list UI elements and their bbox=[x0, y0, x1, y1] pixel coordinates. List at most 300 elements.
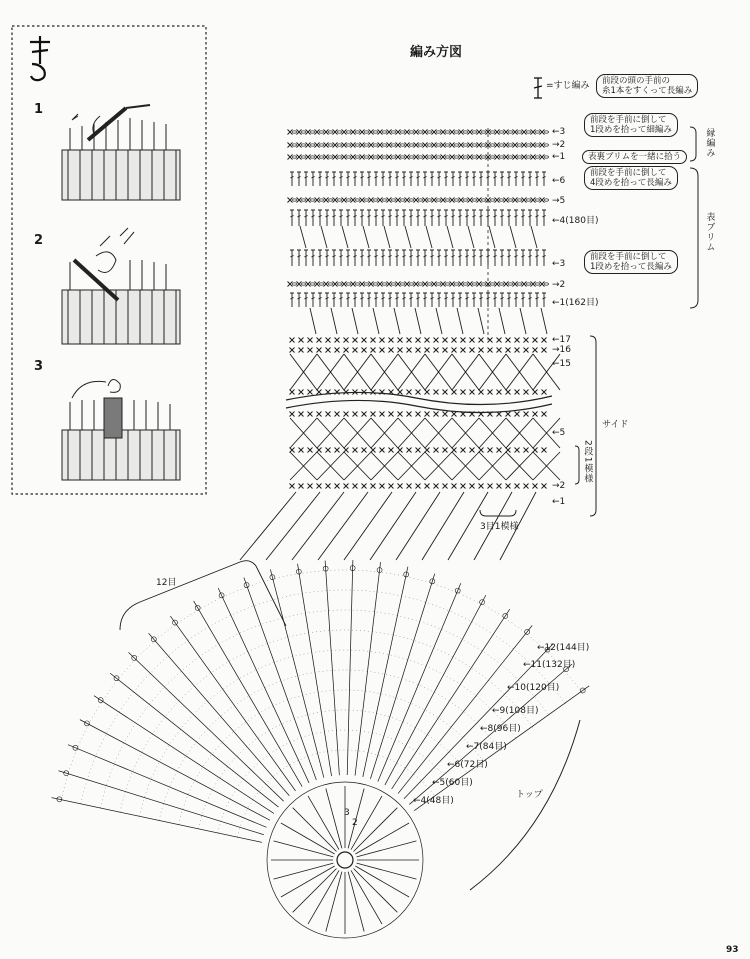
brim-row-2-stitch bbox=[369, 282, 374, 287]
brim-row-1-stitch bbox=[297, 293, 301, 307]
brim-row-4-stitch bbox=[528, 210, 532, 226]
round-stitch bbox=[353, 808, 397, 852]
fan-stitch bbox=[68, 745, 266, 828]
border-bracket bbox=[690, 127, 696, 161]
side-x-stitch bbox=[371, 412, 376, 417]
brim-row-6-stitch bbox=[542, 172, 546, 186]
border-row-2-stitch-chain bbox=[419, 144, 423, 146]
side-x-stitch bbox=[398, 412, 403, 417]
border-row-3-stitch-chain bbox=[311, 131, 315, 133]
border-row-1-stitch-chain bbox=[410, 156, 414, 158]
border-row-3-stitch-chain bbox=[329, 131, 333, 133]
brim-transition-line bbox=[489, 226, 495, 248]
brim-row-1-stitch bbox=[430, 293, 434, 307]
brim-row-4-stitch bbox=[500, 210, 504, 226]
side-x-stitch bbox=[416, 338, 421, 343]
brim-row-6-label: ←6 bbox=[552, 176, 566, 186]
border-row-1-stitch-chain bbox=[527, 156, 531, 158]
brim-row-2-stitch-chain bbox=[311, 283, 315, 285]
border-row-1-stitch bbox=[423, 155, 428, 160]
side-x-stitch bbox=[452, 448, 457, 453]
step-number-1: 1 bbox=[34, 102, 44, 117]
brim-transition-line bbox=[342, 226, 348, 248]
border-row-2-label: →2 bbox=[552, 140, 566, 150]
brim-row-3-stitch bbox=[388, 250, 392, 266]
side-x-stitch bbox=[326, 338, 331, 343]
legend-symbol-name: =すじ編み bbox=[546, 81, 590, 91]
brim-row-4-stitch bbox=[325, 210, 329, 226]
side-x-stitch bbox=[542, 338, 547, 343]
step-2-illustration bbox=[62, 228, 180, 344]
border-row-3-stitch-chain bbox=[347, 131, 351, 133]
side-x-stitch bbox=[371, 338, 376, 343]
border-row-1-stitch-chain bbox=[401, 156, 405, 158]
side-x-stitch bbox=[344, 484, 349, 489]
brim-row-2-stitch bbox=[495, 282, 500, 287]
brim-row-6-stitch bbox=[325, 172, 329, 186]
brim-row-5-stitch-chain bbox=[356, 199, 360, 201]
fan-stitch bbox=[59, 771, 264, 835]
brim-row-2-stitch-chain bbox=[329, 283, 333, 285]
border-row-3-stitch-chain bbox=[482, 131, 486, 133]
border-row-2-stitch-chain bbox=[293, 144, 297, 146]
brim-row-2-stitch bbox=[477, 282, 482, 287]
brim-row-4-stitch bbox=[381, 210, 385, 226]
border-row-3-stitch bbox=[315, 130, 320, 135]
side-x-stitch bbox=[326, 412, 331, 417]
brim-row-1-stitch bbox=[416, 293, 420, 307]
side-x-stitch bbox=[533, 484, 538, 489]
side-x-stitch bbox=[353, 412, 358, 417]
brim-row-5-stitch-chain bbox=[320, 199, 324, 201]
border-row-2-stitch-chain bbox=[473, 144, 477, 146]
border-row-3-stitch bbox=[369, 130, 374, 135]
brim-row-3-stitch bbox=[479, 250, 483, 266]
fan-stitch bbox=[370, 574, 434, 779]
side-row-5-num: 5 bbox=[559, 428, 566, 438]
brim-row-3-stitch bbox=[346, 250, 350, 266]
top-row-7-label: ←7(84目) bbox=[466, 742, 507, 752]
border-row-3-stitch-chain bbox=[518, 131, 522, 133]
border-row-1-stitch-chain bbox=[302, 156, 306, 158]
fan-stitch bbox=[378, 583, 461, 781]
brim-row-5-stitch bbox=[531, 198, 536, 203]
border-row-2-stitch-chain bbox=[428, 144, 432, 146]
border-row-3-label: ←3 bbox=[552, 127, 566, 137]
round-stitch bbox=[326, 872, 342, 932]
brim-row-6-stitch bbox=[339, 172, 343, 186]
brim-row-2-stitch bbox=[531, 282, 536, 287]
brim-row-2-stitch bbox=[324, 282, 329, 287]
side-x-stitch bbox=[371, 390, 376, 395]
brim-row-5-stitch bbox=[459, 198, 464, 203]
top-row-6-label: ←6(72目) bbox=[447, 760, 488, 770]
border-row-2-stitch-chain bbox=[437, 144, 441, 146]
side-row-16-num: 16 bbox=[559, 345, 571, 355]
side-fan-link bbox=[344, 492, 392, 560]
border-row-3-stitch-chain bbox=[491, 131, 495, 133]
brim-row-5-stitch-chain bbox=[347, 199, 351, 201]
brim-row-3-note bbox=[584, 250, 678, 274]
brim-row-6-stitch bbox=[472, 172, 476, 186]
brim-row-1-stitch bbox=[521, 293, 525, 307]
side-x-stitch bbox=[425, 390, 430, 395]
brim-row-5-stitch-chain bbox=[536, 199, 540, 201]
border-row-1-stitch bbox=[459, 155, 464, 160]
side-x-stitch bbox=[434, 348, 439, 353]
side-x-stitch bbox=[506, 448, 511, 453]
border-row-2-stitch-chain bbox=[347, 144, 351, 146]
brim-row-1-stitch bbox=[395, 293, 399, 307]
border-row-3-stitch bbox=[288, 130, 293, 135]
border-row-3-stitch bbox=[522, 130, 527, 135]
border-row-1-stitch bbox=[531, 155, 536, 160]
brim-row-6-num: 6 bbox=[559, 176, 566, 186]
brim-row-5-stitch-chain bbox=[365, 199, 369, 201]
brim-row-3-stitch bbox=[304, 250, 308, 266]
side-row-1-num: 1 bbox=[559, 497, 566, 507]
brim-row-2-stitch-chain bbox=[383, 283, 387, 285]
border-row-3-stitch-chain bbox=[302, 131, 306, 133]
side-x-stitch bbox=[524, 390, 529, 395]
border-row-1-stitch-chain bbox=[455, 156, 459, 158]
brim-row-2-stitch-chain bbox=[419, 283, 423, 285]
legend-description bbox=[596, 74, 698, 98]
brim-row-2-stitch-chain bbox=[374, 283, 378, 285]
brim-row-1-stitch bbox=[514, 293, 518, 307]
brim-row-5-stitch bbox=[324, 198, 329, 203]
border-row-3-stitch-chain bbox=[410, 131, 414, 133]
brim-row-2-stitch-chain bbox=[428, 283, 432, 285]
border-row-2-stitch bbox=[432, 143, 437, 148]
border-row-3-stitch bbox=[450, 130, 455, 135]
step-3-illustration bbox=[62, 379, 180, 480]
side-x-stitch bbox=[434, 390, 439, 395]
brim-row-5-stitch-chain bbox=[491, 199, 495, 201]
border-row-3-stitch-chain bbox=[392, 131, 396, 133]
brim-row-1-stitch bbox=[304, 293, 308, 307]
brim-row-6-stitch bbox=[395, 172, 399, 186]
brim-row-5-stitch-chain bbox=[293, 199, 297, 201]
border-row-1-stitch bbox=[369, 155, 374, 160]
border-row-1-stitch-chain bbox=[428, 156, 432, 158]
brim-transition-line bbox=[363, 226, 369, 248]
border-row-1-stitch-chain bbox=[320, 156, 324, 158]
border-row-1-stitch-chain bbox=[329, 156, 333, 158]
brim-row-5-stitch-chain bbox=[509, 199, 513, 201]
border-row-1-stitch bbox=[288, 155, 293, 160]
brim-row-4-stitch bbox=[339, 210, 343, 226]
border-row-3-stitch bbox=[333, 130, 338, 135]
repeat-bracket bbox=[480, 510, 516, 516]
side-x-stitch bbox=[344, 448, 349, 453]
border-row-1-stitch bbox=[450, 155, 455, 160]
side-x-stitch bbox=[353, 448, 358, 453]
brim-row-3-stitch bbox=[374, 250, 378, 266]
border-row-1-stitch-chain bbox=[392, 156, 396, 158]
brim-row-6-stitch bbox=[528, 172, 532, 186]
side-x-stitch bbox=[443, 412, 448, 417]
side-x-stitch bbox=[398, 484, 403, 489]
fan-stitch bbox=[149, 633, 290, 796]
side-x-stitch bbox=[515, 338, 520, 343]
brim-row-3-stitch bbox=[493, 250, 497, 266]
brim-row-3-stitch bbox=[423, 250, 427, 266]
brim-row-2-stitch bbox=[441, 282, 446, 287]
border-row-3-stitch bbox=[396, 130, 401, 135]
top-row-9-label: ←9(108目) bbox=[492, 706, 539, 716]
brim-row-3-stitch bbox=[381, 250, 385, 266]
border-row-1-stitch-chain bbox=[383, 156, 387, 158]
border-row-3-stitch-chain bbox=[383, 131, 387, 133]
brim-row-2-stitch bbox=[342, 282, 347, 287]
side-x-stitch bbox=[317, 412, 322, 417]
border-row-2-stitch bbox=[522, 143, 527, 148]
border-row-1-stitch bbox=[396, 155, 401, 160]
side-section-label: サイド bbox=[602, 420, 629, 430]
brim-row-5-stitch bbox=[522, 198, 527, 203]
brim-row-3-stitch bbox=[451, 250, 455, 266]
brim-row-5-stitch-chain bbox=[338, 199, 342, 201]
brim-row-6-note bbox=[584, 166, 678, 190]
brim-row-6-stitch bbox=[304, 172, 308, 186]
brim-row-1-num: 1(162目) bbox=[559, 298, 599, 308]
brim-row-5-stitch bbox=[450, 198, 455, 203]
brim-row-1-stitch bbox=[451, 293, 455, 307]
border-row-2-stitch-chain bbox=[302, 144, 306, 146]
side-x-stitch bbox=[308, 484, 313, 489]
border-row-1-stitch bbox=[297, 155, 302, 160]
side-x-stitch bbox=[317, 390, 322, 395]
side-x-stitch bbox=[407, 338, 412, 343]
border-row-2-stitch-chain bbox=[401, 144, 405, 146]
brim-row-2-stitch-chain bbox=[338, 283, 342, 285]
border-row-1-stitch bbox=[504, 155, 509, 160]
side-x-stitch bbox=[389, 484, 394, 489]
side-x-stitch bbox=[533, 390, 538, 395]
border-row-2-stitch bbox=[369, 143, 374, 148]
brim-row-2-stitch-chain bbox=[518, 283, 522, 285]
side-x-stitch bbox=[443, 390, 448, 395]
brim-row-2-stitch bbox=[405, 282, 410, 287]
border-row-2-stitch bbox=[288, 143, 293, 148]
side-x-stitch bbox=[425, 338, 430, 343]
side-x-stitch bbox=[353, 348, 358, 353]
side-x-stitch bbox=[308, 448, 313, 453]
border-row-2-stitch bbox=[414, 143, 419, 148]
brim-row-3-stitch bbox=[444, 250, 448, 266]
border-row-1-num: 1 bbox=[559, 152, 566, 162]
brim-row-1-stitch bbox=[458, 293, 462, 307]
side-x-stitch bbox=[506, 484, 511, 489]
legend-symbol-name-text: すじ編み bbox=[553, 81, 590, 91]
fan-stitch bbox=[385, 595, 486, 785]
brim-transition-line bbox=[426, 226, 432, 248]
brim-row-1-stitch bbox=[542, 293, 546, 307]
border-row-3-stitch-chain bbox=[320, 131, 324, 133]
border-row-2-stitch bbox=[306, 143, 311, 148]
brim-row-3-stitch bbox=[430, 250, 434, 266]
brim-row-2-stitch bbox=[306, 282, 311, 287]
brim-row-1-stitch bbox=[360, 293, 364, 307]
border-row-1-note: 表裏ブリムを一緒に拾う bbox=[582, 150, 687, 164]
border-row-3-note bbox=[584, 113, 678, 137]
side-x-stitch bbox=[533, 412, 538, 417]
side-x-stitch bbox=[407, 448, 412, 453]
fan-stitch bbox=[325, 561, 339, 776]
side-x-stitch bbox=[380, 448, 385, 453]
brim-row-2-stitch bbox=[351, 282, 356, 287]
border-row-3-stitch bbox=[306, 130, 311, 135]
brim-row-5-stitch-chain bbox=[455, 199, 459, 201]
side-x-stitch bbox=[524, 412, 529, 417]
brim-row-5-label: →5 bbox=[552, 196, 566, 206]
border-row-1-stitch bbox=[432, 155, 437, 160]
side-x-stitch bbox=[461, 338, 466, 343]
brim-row-6-stitch bbox=[346, 172, 350, 186]
border-row-3-stitch bbox=[432, 130, 437, 135]
brim-row-3-stitch bbox=[402, 250, 406, 266]
side-x-stitch bbox=[353, 484, 358, 489]
brim-row-4-stitch bbox=[458, 210, 462, 226]
brim-row-1-label: ←1(162目) bbox=[552, 298, 599, 308]
side-x-stitch bbox=[290, 338, 295, 343]
brim-row-5-stitch bbox=[405, 198, 410, 203]
border-row-2-stitch-chain bbox=[527, 144, 531, 146]
side-x-stitch bbox=[416, 390, 421, 395]
brim-row-5-stitch-chain bbox=[311, 199, 315, 201]
side-x-stitch bbox=[362, 412, 367, 417]
side-row-15-num: 15 bbox=[559, 359, 571, 369]
top-row-10-label: ←10(120目) bbox=[507, 683, 560, 693]
border-row-2-stitch-chain bbox=[509, 144, 513, 146]
round-stitch bbox=[274, 841, 334, 857]
side-x-stitch bbox=[407, 412, 412, 417]
legend-desc-line2: 糸1本をすくって長編み bbox=[602, 86, 693, 97]
brim-side-transition-line bbox=[415, 308, 421, 334]
brim-row-4-stitch bbox=[514, 210, 518, 226]
side-x-stitch bbox=[434, 338, 439, 343]
brim-row-3-stitch bbox=[507, 250, 511, 266]
side-x-stitch bbox=[461, 390, 466, 395]
border-row-3-stitch bbox=[387, 130, 392, 135]
border-row-2-stitch bbox=[351, 143, 356, 148]
side-x-stitch bbox=[380, 348, 385, 353]
side-x-stitch bbox=[299, 338, 304, 343]
side-x-stitch bbox=[398, 338, 403, 343]
side-x-stitch bbox=[416, 412, 421, 417]
brim-row-4-label: ←4(180目) bbox=[552, 216, 599, 226]
side-x-stitch bbox=[290, 348, 295, 353]
border-row-1-stitch-chain bbox=[374, 156, 378, 158]
border-row-2-stitch-chain bbox=[545, 144, 549, 146]
brim-row-4-stitch bbox=[388, 210, 392, 226]
step-number-2: 2 bbox=[34, 233, 44, 248]
brim-row-3-stitch bbox=[409, 250, 413, 266]
brim-row-5-stitch bbox=[396, 198, 401, 203]
side-x-stitch bbox=[380, 484, 385, 489]
side-x-stitch bbox=[380, 412, 385, 417]
border-row-2-stitch-chain bbox=[392, 144, 396, 146]
fan-stitch bbox=[80, 720, 270, 821]
brim-row-5-stitch bbox=[315, 198, 320, 203]
brim-row-2-stitch bbox=[333, 282, 338, 287]
brim-row-5-stitch-chain bbox=[392, 199, 396, 201]
side-x-stitch bbox=[308, 338, 313, 343]
brim-row-4-stitch bbox=[507, 210, 511, 226]
top-row-6-num: 6(72目) bbox=[454, 760, 488, 770]
side-x-stitch bbox=[398, 390, 403, 395]
border-row-1-stitch-chain bbox=[482, 156, 486, 158]
side-x-stitch bbox=[362, 348, 367, 353]
side-x-stitch bbox=[443, 484, 448, 489]
border-row-3-stitch bbox=[531, 130, 536, 135]
brim-note6-line2: 4段めを拾って長編み bbox=[590, 178, 672, 189]
brim-row-3-stitch bbox=[458, 250, 462, 266]
brim-row-2-stitch bbox=[432, 282, 437, 287]
brim-row-4-stitch bbox=[479, 210, 483, 226]
side-x-stitch bbox=[344, 390, 349, 395]
brim-row-6-stitch bbox=[437, 172, 441, 186]
brim-row-5-stitch-chain bbox=[302, 199, 306, 201]
brim-row-5-stitch bbox=[414, 198, 419, 203]
side-x-stitch bbox=[371, 484, 376, 489]
border-row-2-stitch bbox=[495, 143, 500, 148]
brim-row-2-stitch-chain bbox=[392, 283, 396, 285]
brim-row-1-stitch bbox=[528, 293, 532, 307]
side-x-stitch bbox=[317, 484, 322, 489]
fan-outline bbox=[120, 561, 286, 630]
side-row-16-label: →16 bbox=[552, 345, 571, 355]
brim-row-2-stitch-chain bbox=[500, 283, 504, 285]
brim-row-5-stitch bbox=[306, 198, 311, 203]
side-x-stitch bbox=[461, 348, 466, 353]
top-row-4-num: 4(48目) bbox=[420, 796, 454, 806]
side-x-stitch bbox=[479, 484, 484, 489]
side-x-stitch bbox=[461, 448, 466, 453]
brim-row-1-stitch bbox=[346, 293, 350, 307]
side-x-stitch bbox=[470, 338, 475, 343]
side-x-stitch bbox=[488, 390, 493, 395]
brim-row-2-stitch-chain bbox=[536, 283, 540, 285]
border-row-3-stitch-chain bbox=[509, 131, 513, 133]
brim-row-1-stitch bbox=[507, 293, 511, 307]
brim-row-4-stitch bbox=[353, 210, 357, 226]
brim-row-3-stitch bbox=[353, 250, 357, 266]
brim-row-5-stitch-chain bbox=[500, 199, 504, 201]
border-row-1-stitch bbox=[333, 155, 338, 160]
brim-row-4-stitch bbox=[451, 210, 455, 226]
brim-rows bbox=[288, 130, 549, 308]
side-x-stitch bbox=[515, 348, 520, 353]
brim-row-3-stitch bbox=[437, 250, 441, 266]
border-row-3-stitch bbox=[405, 130, 410, 135]
border-row-3-stitch bbox=[513, 130, 518, 135]
brim-row-6-stitch bbox=[360, 172, 364, 186]
step-1-illustration bbox=[62, 105, 180, 200]
brim-row-6-stitch bbox=[507, 172, 511, 186]
side-x-stitch bbox=[290, 448, 295, 453]
border-row-1-stitch bbox=[378, 155, 383, 160]
brim-transition-line bbox=[384, 226, 390, 248]
top-row-9-num: 9(108目) bbox=[499, 706, 539, 716]
border-row-2-stitch-chain bbox=[383, 144, 387, 146]
brim-row-2-stitch-chain bbox=[401, 283, 405, 285]
border-row-1-stitch-chain bbox=[446, 156, 450, 158]
side-x-stitch bbox=[398, 348, 403, 353]
brim-row-6-stitch bbox=[500, 172, 504, 186]
brim-row-3-stitch bbox=[311, 250, 315, 266]
